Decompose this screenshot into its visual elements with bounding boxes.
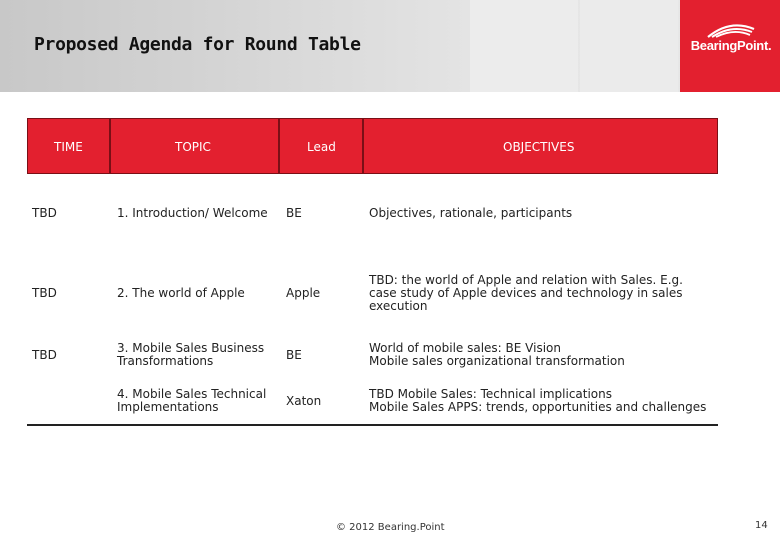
cell-lead: Xaton: [286, 394, 322, 408]
column-header-objectives: OBJECTIVES: [503, 140, 575, 154]
copyright-footer: © 2012 Bearing.Point: [336, 522, 445, 533]
logo-arcs-icon: [690, 17, 770, 39]
cell-time: TBD: [32, 348, 57, 362]
column-header-lead: Lead: [307, 140, 336, 154]
slide-title: Proposed Agenda for Round Table: [34, 34, 361, 55]
cell-topic: 1. Introduction/ Welcome: [117, 206, 268, 220]
cell-objectives-line: World of mobile sales: BE Vision: [369, 341, 561, 355]
column-header-topic: TOPIC: [175, 140, 211, 154]
cell-objectives-line: TBD: the world of Apple and relation with Sales. E.g.: [369, 273, 683, 287]
cell-topic-line: Implementations: [117, 400, 219, 414]
cell-objectives-line: case study of Apple devices and technology in sales: [369, 286, 683, 300]
cell-objectives-line: Mobile Sales APPS: trends, opportunities and challenges: [369, 400, 707, 414]
cell-topic-line: Transformations: [117, 354, 214, 368]
cell-topic-line: 3. Mobile Sales Business: [117, 341, 265, 355]
page-number: 14: [755, 520, 768, 531]
cell-lead: BE: [286, 206, 302, 220]
column-header-time: TIME: [54, 140, 83, 154]
cell-objectives-line: TBD Mobile Sales: Technical implications: [369, 387, 613, 401]
cell-topic: 2. The world of Apple: [117, 286, 245, 300]
cell-topic-line: 4. Mobile Sales Technical: [117, 387, 267, 401]
logo-text: BearingPoint.: [690, 38, 772, 53]
header-light-panel-2: [580, 0, 678, 92]
cell-objectives-line: Mobile sales organizational transformation: [369, 354, 625, 368]
header-light-panel: [470, 0, 578, 92]
header-divider: [362, 119, 364, 173]
cell-objectives-line: execution: [369, 299, 428, 313]
header-divider: [109, 119, 111, 173]
cell-lead: Apple: [286, 286, 321, 300]
cell-time: TBD: [32, 286, 57, 300]
header-divider: [278, 119, 280, 173]
table-header: [27, 118, 718, 174]
cell-time: TBD: [32, 206, 57, 220]
bearingpoint-logo: [680, 0, 780, 92]
table-bottom-rule: [27, 424, 718, 426]
cell-objectives: Objectives, rationale, participants: [369, 206, 573, 220]
cell-lead: BE: [286, 348, 302, 362]
